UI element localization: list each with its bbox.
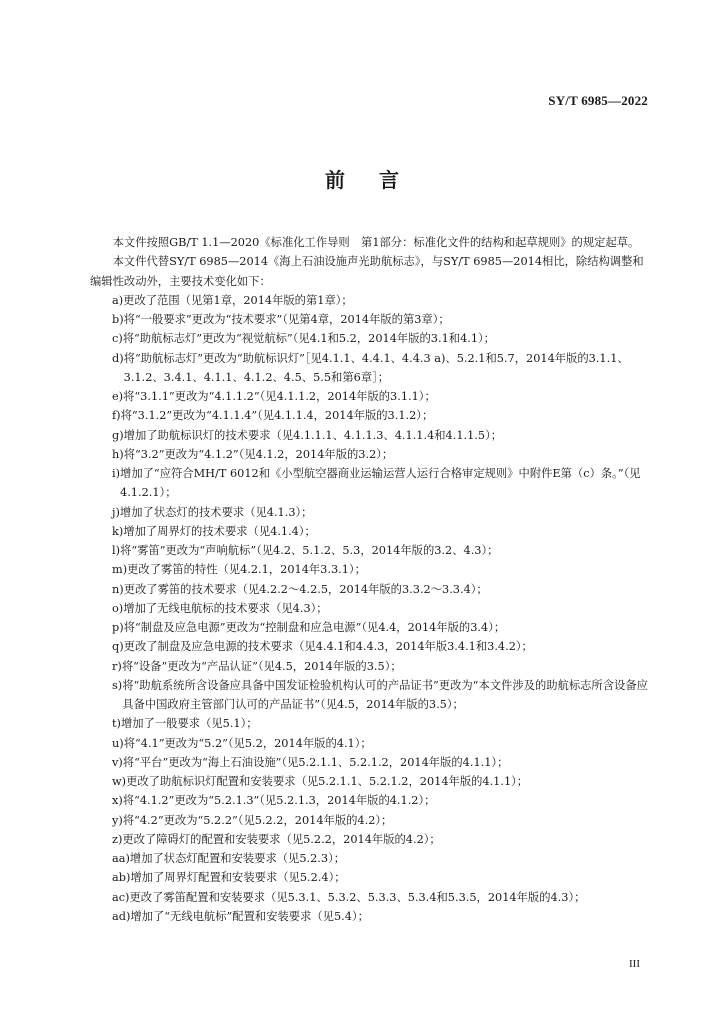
change-item-text: 将“制盘及应急电源”更改为“控制盘和应急电源”（见4.4，2014年版的3.4）；: [123, 621, 506, 634]
change-item-text: 增加了“应符合MH/T 6012和《小型航空器商业运输运营人运行合格审定规则》中附件E第（c）条。”（见4.1.2.1）；: [120, 467, 641, 500]
change-item: [90, 310, 654, 329]
change-item-label: s): [112, 678, 123, 692]
change-item: [90, 349, 654, 388]
page-title: 前言: [325, 168, 433, 192]
change-item-label: aa): [112, 852, 130, 865]
change-item-label: w): [112, 775, 127, 788]
change-item: [90, 849, 654, 868]
change-item: [90, 445, 654, 464]
change-item: [90, 868, 654, 887]
change-item: [90, 888, 654, 907]
change-item: [90, 329, 654, 348]
change-item-text: 将“3.1.1”更改为“4.1.1.2”（见4.1.1.2，2014年版的3.1.1）；: [123, 390, 436, 403]
technical-changes-list: [90, 291, 654, 926]
change-item-label: d): [112, 351, 124, 365]
change-item-text: 增加了一般要求（见5.1）；: [120, 717, 258, 731]
change-item-label: u): [112, 736, 124, 750]
change-item-label: j): [112, 505, 120, 519]
change-item-text: 将“助航标志灯”更改为“助航标识灯”［见4.1.1、4.4.1、4.4.3 a)、5.2.1和5.7，2014年版的3.1.1、3.1.2、3.4.1、4.1.1、4.1.2、4.5、5.5和第6章］；: [123, 351, 629, 384]
change-item-text: 将“一般要求”更改为“技术要求”（见第4章，2014年版的第3章）；: [123, 313, 450, 326]
change-item: [90, 541, 654, 560]
change-item-text: 增加了状态灯的技术要求（见4.1.3）；: [119, 505, 313, 519]
change-item: [90, 426, 654, 445]
change-item-label: t): [112, 717, 121, 731]
page-number: III: [629, 958, 640, 970]
change-item: [90, 811, 654, 830]
change-item: [90, 753, 654, 772]
change-item-label: m): [112, 563, 128, 577]
change-item: [90, 406, 654, 425]
change-item-text: 增加了无线电航标的技术要求（见4.3）；: [123, 601, 328, 615]
change-item-label: b): [112, 313, 124, 326]
change-item-label: e): [112, 390, 124, 403]
change-item: [90, 734, 654, 753]
change-item-label: v): [112, 755, 123, 769]
change-item-label: a): [112, 293, 124, 307]
change-item-label: n): [112, 582, 124, 596]
change-item: [90, 522, 654, 541]
change-item: [90, 772, 654, 791]
change-item: [90, 464, 654, 503]
change-item: [90, 503, 654, 522]
change-item-text: 将“助航标志灯”更改为“视觉航标”（见4.1和5.2，2014年版的3.1和4.1）；: [122, 332, 495, 346]
change-item: [90, 791, 654, 810]
change-item: [90, 618, 654, 637]
change-item: [90, 714, 654, 733]
change-item-text: 增加了周界灯的技术要求（见4.1.4）；: [123, 524, 316, 538]
change-item-text: 将“4.1.2”更改为“5.2.1.3”（见5.2.1.3，2014年版的4.1.2）；: [122, 794, 436, 808]
change-item-text: 将“助航系统所含设备应具备中国发证检验机构认可的产品证书”更改为“本文件涉及的助航标志所含设备应具备中国政府主管部门认可的产品证书”（见4.5，2014年版的3.5）；: [122, 678, 648, 711]
change-item-text: 更改了助航标识灯配置和安装要求（见5.2.1.1、5.2.1.2，2014年版的4.1.1）；: [126, 775, 529, 788]
document-body: [90, 233, 654, 926]
change-item-label: i): [112, 467, 121, 480]
change-item-label: ad): [112, 909, 131, 923]
change-item-text: 更改了雾笛的特性（见4.2.1，2014年3.3.1）；: [127, 563, 366, 577]
change-item: [90, 560, 654, 579]
change-item: [90, 637, 654, 656]
change-item-label: x): [112, 794, 123, 808]
change-item-label: l): [112, 544, 121, 557]
change-item-label: h): [112, 447, 124, 461]
change-item-text: 增加了助航标识灯的技术要求（见4.1.1.1、4.1.1.3、4.1.1.4和4.1.1.5）；: [123, 428, 503, 442]
change-item: [90, 907, 654, 926]
change-item-text: 更改了雾笛配置和安装要求（见5.3.1、5.3.2、5.3.3、5.3.4和5.3.5，2014年版的4.3）；: [129, 890, 586, 904]
change-item-label: q): [112, 640, 124, 654]
change-item: [90, 599, 654, 618]
change-item-text: 更改了雾笛的技术要求（见4.2.2～4.2.5，2014年版的3.3.2～3.3.4）；: [123, 582, 488, 596]
intro-paragraph: 本文件按照GB/T 1.1—2020《标准化工作导则 第1部分：标准化文件的结构和起草规则》的规定起草。: [112, 236, 640, 249]
change-item-text: 增加了“无线电航标”配置和安装要求（见5.4）；: [130, 909, 369, 923]
change-item-text: 将“平台”更改为“海上石油设施”（见5.2.1.1、5.2.1.2，2014年版的4.1.1）；: [122, 755, 509, 769]
change-item: [90, 657, 654, 676]
change-item-text: 将“3.2”更改为“4.1.2”（见4.1.2，2014年版的3.2）；: [123, 447, 394, 461]
change-item-label: z): [112, 832, 123, 846]
change-item: [90, 580, 654, 599]
change-item-text: 增加了周界灯配置和安装要求（见5.2.4）；: [130, 871, 346, 885]
change-item-label: f): [112, 409, 121, 423]
change-item-label: k): [112, 524, 124, 538]
change-item-label: r): [112, 659, 122, 673]
replacement-paragraph: 本文件代替SY/T 6985—2014《海上石油设施声光助航标志》，与SY/T 6985—2014相比，除结构调整和编辑性改动外，主要技术变化如下：: [90, 255, 644, 288]
change-item-text: 将“3.1.2”更改为“4.1.1.4”（见4.1.1.4，2014年版的3.1.2）；: [120, 409, 434, 423]
change-item-label: g): [112, 428, 124, 442]
change-item-text: 将“设备”更改为“产品认证”（见4.5，2014年版的3.5）；: [121, 659, 402, 673]
change-item-label: c): [112, 332, 123, 346]
change-item-text: 将“雾笛”更改为“声响航标”（见4.2、5.1.2、5.3，2014年版的3.2、4.3）；: [120, 544, 499, 557]
change-item-label: y): [112, 813, 123, 827]
change-item-text: 更改了制盘及应急电源的技术要求（见4.4.1和4.4.3，2014年版3.4.1和3.4.2）；: [123, 640, 533, 654]
change-item-label: o): [112, 601, 124, 615]
change-item: [90, 676, 654, 715]
change-item: [90, 291, 654, 310]
change-item-text: 增加了状态灯配置和安装要求（见5.2.3）；: [129, 852, 346, 865]
change-item: [90, 830, 654, 849]
change-item: [90, 387, 654, 406]
change-item-label: p): [112, 621, 124, 634]
change-item-text: 将“4.2”更改为“5.2.2”（见5.2.2，2014年版的4.2）；: [122, 813, 393, 827]
standard-code: SY/T 6985—2022: [548, 93, 648, 108]
change-item-label: ab): [112, 871, 131, 885]
change-item-text: 更改了障碍灯的配置和安装要求（见5.2.2，2014年版的4.2）；: [122, 832, 441, 846]
change-item-text: 将“4.1”更改为“5.2”（见5.2，2014年版的4.1）；: [123, 736, 372, 750]
change-item-text: 更改了范围（见第1章，2014年版的第1章）；: [123, 293, 353, 307]
change-item-label: ac): [112, 890, 130, 904]
